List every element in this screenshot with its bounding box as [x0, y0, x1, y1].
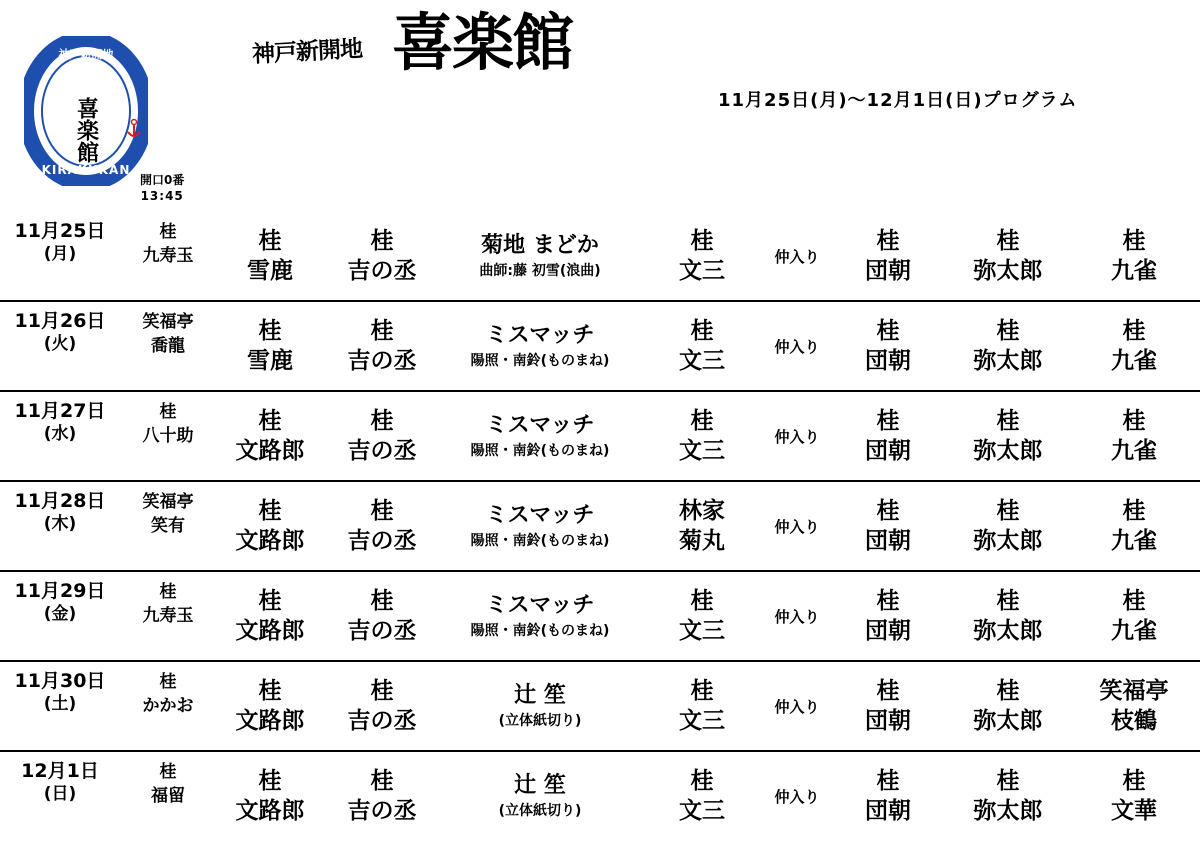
intermission-label: 仲入り [774, 247, 820, 266]
intermission-cell [742, 392, 852, 480]
iromono-cell [440, 662, 640, 750]
performer-cell [210, 572, 330, 660]
performer-cell [948, 302, 1068, 390]
schedule-table [0, 212, 1200, 842]
iromono-sub: 陽照・南鈴(ものまね) [470, 443, 610, 459]
date-text: 11月30日 [14, 670, 106, 692]
performer-name: 八十助 [142, 426, 194, 446]
performer-name: 文路郎 [235, 618, 305, 644]
performer-name: 九雀 [1111, 258, 1157, 284]
iromono-main: 菊地 まどか [481, 233, 599, 258]
performer-name: かかお [142, 696, 194, 716]
performer-cell [1074, 302, 1194, 390]
intermission-label: 仲入り [774, 427, 820, 446]
performer-house: 桂 [159, 762, 177, 782]
performer-name: 九雀 [1111, 348, 1157, 374]
performer-name: 文三 [679, 348, 725, 374]
performer-cell [322, 212, 442, 300]
performer-name: 福留 [151, 786, 185, 806]
performer-name: 文華 [1111, 798, 1157, 824]
performer-house: 桂 [876, 318, 900, 344]
performer-house: 桂 [370, 678, 394, 704]
logo-center-text: 喜楽館 [73, 97, 99, 163]
schedule-row [0, 662, 1200, 752]
banner-location: 神戸新開地 [251, 36, 363, 68]
performer-name: 吉の丞 [347, 258, 417, 284]
performer-name: 笑有 [151, 516, 185, 536]
performer-house: 桂 [1122, 408, 1146, 434]
iromono-cell [440, 482, 640, 570]
performer-name: 文路郎 [235, 708, 305, 734]
performer-name: 九雀 [1111, 528, 1157, 554]
iromono-sub: 陽照・南鈴(ものまね) [470, 623, 610, 639]
iromono-main: 辻 笙 [514, 683, 566, 708]
date-cell [0, 738, 120, 826]
intermission-label: 仲入り [774, 697, 820, 716]
performer-house: 桂 [690, 768, 714, 794]
performer-name: 団朝 [865, 708, 911, 734]
performer-name: 文三 [679, 258, 725, 284]
performer-house: 桂 [876, 678, 900, 704]
performer-cell [948, 392, 1068, 480]
performer-name: 団朝 [865, 258, 911, 284]
intermission-cell [742, 572, 852, 660]
performer-name: 弥太郎 [973, 348, 1043, 374]
performer-cell [948, 662, 1068, 750]
performer-house: 桂 [370, 498, 394, 524]
intermission-cell [742, 302, 852, 390]
intermission-cell [742, 482, 852, 570]
performer-cell [1074, 212, 1194, 300]
performer-house: 桂 [1122, 588, 1146, 614]
performer-house: 桂 [690, 588, 714, 614]
performer-name: 九寿玉 [142, 606, 194, 626]
performer-cell [210, 752, 330, 840]
performer-name: 団朝 [865, 798, 911, 824]
performer-house: 桂 [1122, 768, 1146, 794]
performer-cell [322, 662, 442, 750]
iromono-main: ミスマッチ [485, 593, 595, 618]
performer-house: 桂 [996, 498, 1020, 524]
program-period: 11月25日(月)～12月1日(日)プログラム [718, 90, 1078, 111]
iromono-main: ミスマッチ [485, 323, 595, 348]
performer-name: 弥太郎 [973, 528, 1043, 554]
intermission-cell [742, 212, 852, 300]
date-text: 11月28日 [14, 490, 106, 512]
weekday-text: (水) [43, 424, 77, 444]
performer-name: 弥太郎 [973, 438, 1043, 464]
performer-house: 桂 [996, 588, 1020, 614]
banner-title: 喜楽館 [392, 6, 573, 79]
performer-house: 桂 [258, 408, 282, 434]
iromono-cell [440, 752, 640, 840]
performer-name: 文路郎 [235, 798, 305, 824]
performer-name: 文三 [679, 708, 725, 734]
date-cell [0, 648, 120, 736]
schedule-row [0, 752, 1200, 842]
performer-name: 団朝 [865, 528, 911, 554]
iromono-sub: 曲師:藤 初雪(浪曲) [479, 263, 601, 279]
performer-cell [322, 392, 442, 480]
performer-house: 桂 [159, 582, 177, 602]
logo-arc-text: 神戸新開地 [58, 48, 114, 61]
performer-name: 団朝 [865, 438, 911, 464]
performer-name: 弥太郎 [973, 618, 1043, 644]
performer-cell [210, 662, 330, 750]
intermission-cell [742, 752, 852, 840]
performer-house: 桂 [690, 408, 714, 434]
logo-name-text: KIRAKUKAN [41, 163, 131, 177]
iromono-cell [440, 392, 640, 480]
intermission-label: 仲入り [774, 337, 820, 356]
performer-name: 九雀 [1111, 438, 1157, 464]
performer-house: 桂 [690, 678, 714, 704]
performer-cell [210, 392, 330, 480]
performer-house: 桂 [876, 768, 900, 794]
weekday-text: (月) [43, 244, 77, 264]
intermission-cell [742, 662, 852, 750]
performer-house: 笑福亭 [142, 492, 194, 512]
performer-house: 桂 [876, 408, 900, 434]
performer-name: 吉の丞 [347, 528, 417, 554]
performer-house: 桂 [370, 588, 394, 614]
performer-name: 団朝 [865, 348, 911, 374]
performer-name: 吉の丞 [347, 708, 417, 734]
opening-time: 13:45 [140, 189, 184, 203]
performer-house: 桂 [258, 588, 282, 614]
weekday-text: (木) [43, 514, 77, 534]
performer-name: 吉の丞 [347, 618, 417, 644]
logo-emblem [24, 36, 148, 186]
performer-house: 桂 [159, 222, 177, 242]
performer-cell [210, 302, 330, 390]
performer-house: 桂 [258, 228, 282, 254]
performer-house: 桂 [370, 768, 394, 794]
performer-house: 桂 [370, 408, 394, 434]
performer-cell [1074, 662, 1194, 750]
performer-name: 弥太郎 [973, 258, 1043, 284]
performer-name: 九雀 [1111, 618, 1157, 644]
iromono-sub: (立体紙切り) [498, 713, 582, 729]
schedule-row [0, 212, 1200, 302]
date-text: 11月26日 [14, 310, 106, 332]
performer-house: 桂 [159, 672, 177, 692]
intermission-label: 仲入り [774, 517, 820, 536]
performer-house: 笑福亭 [1099, 678, 1169, 704]
performer-name: 文三 [679, 438, 725, 464]
performer-name: 九寿玉 [142, 246, 194, 266]
performer-cell [1074, 392, 1194, 480]
iromono-main: 辻 笙 [514, 773, 566, 798]
date-text: 12月1日 [21, 760, 99, 782]
performer-name: 文路郎 [235, 528, 305, 554]
performer-house: 桂 [690, 228, 714, 254]
performer-house: 桂 [159, 402, 177, 422]
performer-cell [948, 482, 1068, 570]
kirakukan-logo [24, 36, 148, 186]
performer-name: 吉の丞 [347, 438, 417, 464]
performer-name: 文三 [679, 618, 725, 644]
performer-cell [210, 212, 330, 300]
iromono-cell [440, 212, 640, 300]
performer-name: 文三 [679, 798, 725, 824]
performer-cell [322, 482, 442, 570]
schedule-row [0, 482, 1200, 572]
performer-cell [322, 572, 442, 660]
weekday-text: (火) [43, 334, 77, 354]
performer-name: 弥太郎 [973, 798, 1043, 824]
performer-house: 林家 [679, 498, 725, 524]
performer-house: 桂 [1122, 498, 1146, 524]
performer-house: 桂 [258, 678, 282, 704]
performer-house: 桂 [996, 228, 1020, 254]
performer-name: 団朝 [865, 618, 911, 644]
weekday-text: (日) [43, 784, 77, 804]
performer-house: 桂 [1122, 318, 1146, 344]
performer-house: 桂 [996, 768, 1020, 794]
performer-name: 吉の丞 [347, 798, 417, 824]
iromono-cell [440, 302, 640, 390]
performer-cell [1074, 572, 1194, 660]
opening-label: 開口0番 [140, 173, 185, 187]
iromono-cell [440, 572, 640, 660]
intermission-label: 仲入り [774, 607, 820, 626]
iromono-sub: 陽照・南鈴(ものまね) [470, 353, 610, 369]
performer-cell [1074, 752, 1194, 840]
performer-cell [1074, 482, 1194, 570]
performer-name: 吉の丞 [347, 348, 417, 374]
performer-house: 桂 [690, 318, 714, 344]
schedule-row [0, 392, 1200, 482]
performer-name: 文路郎 [235, 438, 305, 464]
date-cell [0, 468, 120, 556]
performer-house: 桂 [258, 318, 282, 344]
weekday-text: (土) [43, 694, 77, 714]
performer-cell [210, 482, 330, 570]
performer-house: 桂 [876, 588, 900, 614]
performer-name: 菊丸 [679, 528, 725, 554]
date-text: 11月25日 [14, 220, 106, 242]
iromono-main: ミスマッチ [485, 413, 595, 438]
performer-house: 桂 [996, 678, 1020, 704]
performer-cell [322, 302, 442, 390]
date-cell [0, 378, 120, 466]
date-text: 11月29日 [14, 580, 106, 602]
performer-cell [948, 212, 1068, 300]
performer-house: 桂 [370, 318, 394, 344]
performer-house: 桂 [996, 318, 1020, 344]
performer-name: 弥太郎 [973, 708, 1043, 734]
performer-house: 桂 [370, 228, 394, 254]
performer-house: 桂 [876, 498, 900, 524]
performer-house: 桂 [258, 768, 282, 794]
iromono-sub: 陽照・南鈴(ものまね) [470, 533, 610, 549]
performer-cell [322, 752, 442, 840]
performer-name: 枝鶴 [1111, 708, 1157, 734]
performer-house: 笑福亭 [142, 312, 194, 332]
performer-cell [948, 752, 1068, 840]
date-text: 11月27日 [14, 400, 106, 422]
performer-name: 雪鹿 [247, 348, 293, 374]
performer-house: 桂 [258, 498, 282, 524]
performer-cell [948, 572, 1068, 660]
performer-house: 桂 [1122, 228, 1146, 254]
iromono-sub: (立体紙切り) [498, 803, 582, 819]
performer-house: 桂 [996, 408, 1020, 434]
date-cell [0, 288, 120, 376]
schedule-row [0, 572, 1200, 662]
performer-house: 桂 [876, 228, 900, 254]
performer-name: 雪鹿 [247, 258, 293, 284]
performer-name: 喬龍 [151, 336, 185, 356]
schedule-row [0, 302, 1200, 392]
iromono-main: ミスマッチ [485, 503, 595, 528]
date-cell [0, 198, 120, 286]
intermission-label: 仲入り [774, 787, 820, 806]
date-cell [0, 558, 120, 646]
weekday-text: (金) [43, 604, 77, 624]
